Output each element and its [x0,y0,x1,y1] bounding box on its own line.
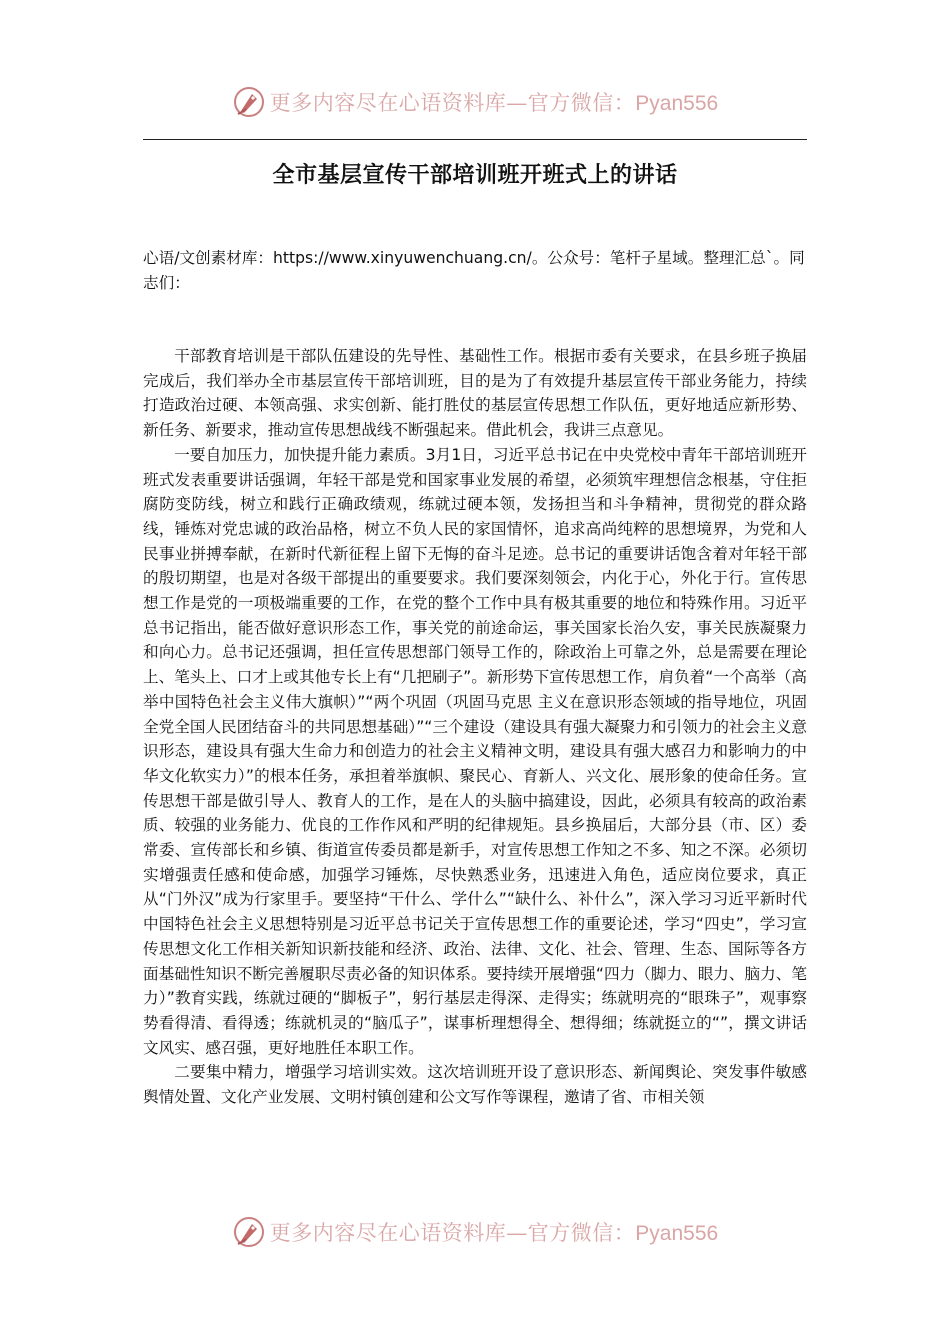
footer-banner [0,1212,950,1252]
header-banner [0,82,950,122]
banner-text: 更多内容尽在心语资料库—官方微信：Pyan556 [269,1221,719,1245]
document-title: 全市基层宣传干部培训班开班式上的讲话 [272,163,678,188]
header-divider [143,139,807,140]
document-body [143,344,807,1194]
paragraph: 一要自加压力，加快提升能力素质。3月1日，习近平总书记在中央党校中青年干部培训班开班式发表重要讲话强调，年轻干部是党和国家事业发展的希望，必须筑牢理想信念根基，守住拒腐防变防线，树立和践行正确政绩观，练就过硬本领，发扬担当和斗争精神，贯彻党的群众路线，锤炼对党忠诚的政治品格，树立不负人民的家国情怀，追求高尚纯粹的思想境界，为党和人民事业拼搏奉献，在新时代新征程上留下无悔的奋斗足迹。总书记的重要讲话饱含着对年轻干部的殷切期望，也是对各级干部提出的重要要求。我们要深刻领会，内化于心，外化于行。宣传思想工作是党的一项极端重要的工作，在党的整个工作中具有极其重要的地位和特殊作用。习近平总书记指出，能否做好意识形态工作，事关党的前途命运，事关国家长治久安，事关民族凝聚力和向心力。总书记还强调，担任宣传思想部门领导工作的，除政治上可靠之外，总是需要在理论上、笔头上、口才上或其他专长上有“几把刷子”。新形势下宣传思想工作，肩负着“一个高举（高举中国特色社会主义伟大旗帜）”“两个巩固（巩固马克思 主义在意识形态领域的指导地位，巩固全党全国人民团结奋斗的共同思想基础）”“三个建设（建设具有强大凝聚力和引领力的社会主义意识形态，建设具有强大生命力和创造力的社会主义精神文明，建设具有强大感召力和影响力的中华文化软实力）”的根本任务，承担着举旗帜、聚民心、育新人、兴文化、展形象的使命任务。宣传思想干部是做引导人、教育人的工作，是在人的头脑中搞建设，因此，必须具有较高的政治素质、较强的业务能力、优良的工作作风和严明的纪律规矩。县乡换届后，大部分县（市、区）委常委、宣传部长和乡镇、街道宣传委员都是新手，对宣传思想工作知之不多、知之不深。必须切实增强责任感和使命感，加强学习锤炼，尽快熟悉业务，迅速进入角色，适应岗位要求，真正从“门外汉”成为行家里手。要坚持“干什么、学什么”“缺什么、补什么”，深入学习习近平新时代中国特色社会主义思想特别是习近平总书记关于宣传思想工作的重要论述，学习“四史”，学习宣传思想文化工作相关新知识新技能和经济、政治、法律、文化、社会、管理、生态、国际等各方面基础性知识不断完善履职尽责必备的知识体系。要持续开展增强“四力（脚力、眼力、脑力、笔力）”教育实践，练就过硬的“脚板子”，躬行基层走得深、走得实；练就明亮的“眼珠子”，观事察势看得清、看得透；练就机灵的“脑瓜子”，谋事析理想得全、想得细；练就挺立的“”，撰文讲话文风实、感召强，更好地胜任本职工作。 [143,445,807,1057]
wechat-id: Pyan556 [635,1222,719,1245]
paragraph: 二要集中精力，增强学习培训实效。这次培训班开设了意识形态、新闻舆论、突发事件敏感舆情处置、文化产业发展、文明村镇创建和公文写作等课程，邀请了省、市相关领 [143,1063,807,1107]
pen-nib-logo-icon [232,85,266,119]
wechat-id: Pyan556 [635,92,719,115]
pen-nib-logo-icon [232,1215,266,1249]
paragraph: 干部教育培训是干部队伍建设的先导性、基础性工作。根据市委有关要求，在县乡班子换届完成后，我们举办全市基层宣传干部培训班，目的是为了有效提升基层宣传干部业务能力，持续打造政治过硬、本领高强、求实创新、能打胜仗的基层宣传思想工作队伍，更好地适应新形势、新任务、新要求，推动宣传思想战线不断强起来。借此机会，我讲三点意见。 [143,347,807,440]
banner-text: 更多内容尽在心语资料库—官方微信：Pyan556 [269,91,719,115]
document-intro: 心语/文创素材库：https://www.xinyuwenchuang.cn/。公众号：笔杆子星域。整理汇总`。同志们： [143,249,805,292]
